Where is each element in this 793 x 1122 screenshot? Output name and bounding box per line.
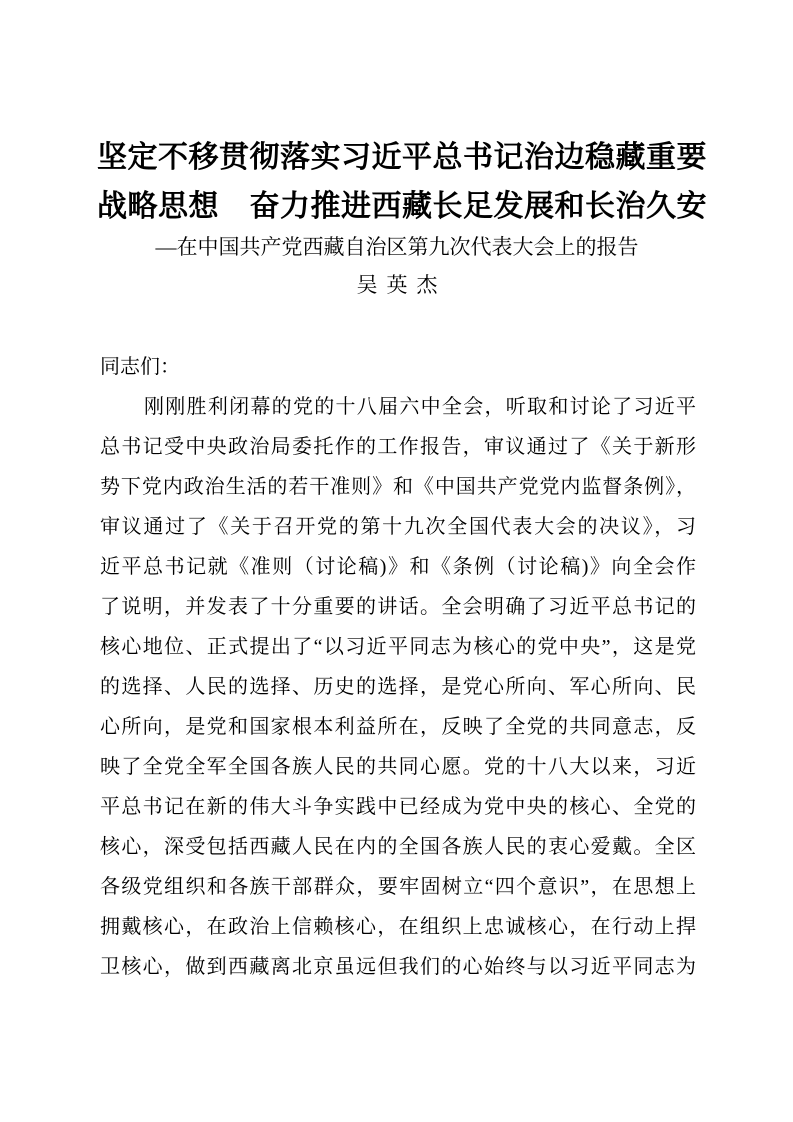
paragraph-line: 映了全党全军全国各族人民的共同心愿。党的十八大以来，习近 [100, 756, 696, 778]
paragraph-line: 平总书记在新的伟大斗争实践中已经成为党中央的核心、全党的 [100, 796, 696, 818]
paragraph-line: 核心地位、正式提出了“以习近平同志为核心的党中央”，这是党 [100, 636, 696, 658]
paragraph-line: 拥戴核心，在政治上信赖核心，在组织上忠诚核心，在行动上捍 [100, 916, 696, 938]
document-author: 吴英杰 [356, 273, 447, 297]
paragraph-line: 卫核心，做到西藏离北京虽远但我们的心始终与以习近平同志为 [100, 956, 696, 978]
title-line-2: 战略思想 奋力推进西藏长足发展和长治久安 [97, 190, 707, 223]
paragraph-line: 核心，深受包括西藏人民在内的全国各族人民的衷心爱戴。全区 [100, 836, 696, 858]
title-line-1: 坚定不移贯彻落实习近平总书记治边稳藏重要 [97, 141, 707, 174]
paragraph-line: 各级党组织和各族干部群众，要牢固树立“四个意识”，在思想上 [100, 876, 696, 898]
salutation: 同志们： [100, 356, 180, 378]
document-title [97, 133, 707, 231]
body-paragraph [100, 387, 696, 987]
document-body [100, 347, 696, 987]
paragraph-line: 审议通过了《关于召开党的第十九次全国代表大会的决议》，习 [100, 516, 696, 538]
paragraph-line: 总书记受中央政治局委托作的工作报告，审议通过了《关于新形 [100, 436, 696, 458]
paragraph-line: 势下党内政治生活的若干准则》和《中国共产党党内监督条例》， [100, 476, 696, 498]
paragraph-line: 心所向，是党和国家根本利益所在，反映了全党的共同意志，反 [100, 716, 696, 738]
document-subtitle: —在中国共产党西藏自治区第九次代表大会上的报告 [155, 235, 639, 259]
paragraph-line: 的选择、人民的选择、历史的选择，是党心所向、军心所向、民 [100, 676, 696, 698]
paragraph-line: 刚刚胜利闭幕的党的十八届六中全会，听取和讨论了习近平 [144, 396, 696, 418]
paragraph-line: 近平总书记就《准则（讨论稿)》和《条例（讨论稿)》向全会作 [100, 556, 696, 578]
paragraph-line: 了说明，并发表了十分重要的讲话。全会明确了习近平总书记的 [100, 596, 696, 618]
